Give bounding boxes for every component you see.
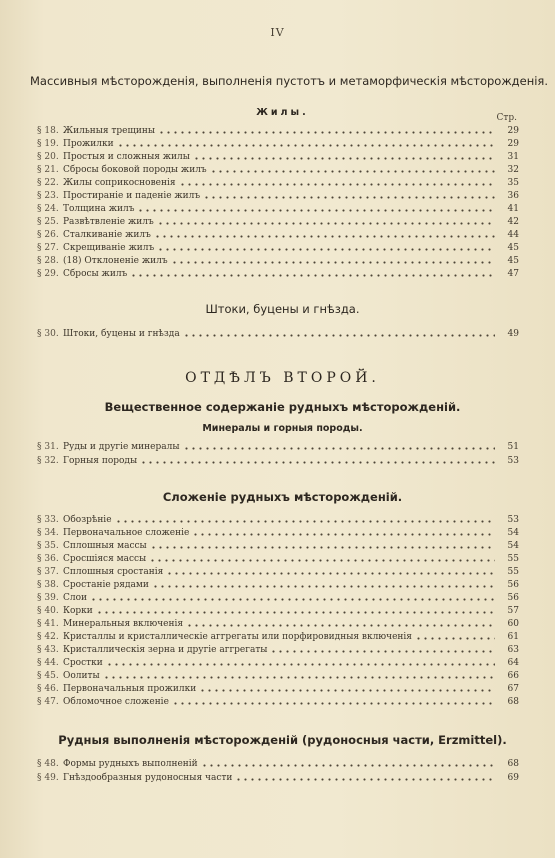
dot-leader [415, 637, 495, 640]
entry-title: Жильныя трещины [63, 126, 156, 136]
section-heading-structure: Сложеніе рудныхъ мѣсторожденій. [162, 490, 403, 504]
dot-leader [106, 663, 495, 666]
entry-title: (18) Отклоненіе жилъ [63, 256, 168, 266]
dot-leader [193, 157, 495, 160]
entry-title: Жилы соприкосновенія [63, 178, 176, 188]
toc-entry [37, 203, 519, 215]
entry-page-number: 44 [507, 230, 519, 240]
entry-title: Кристаллическія зерна и другіе аггрегаты [63, 645, 268, 655]
entry-title: Руды и другіе минералы [63, 442, 180, 452]
entry-title: Развѣтвленіе жилъ [63, 217, 154, 227]
toc-entry [37, 242, 519, 254]
entry-page-number: 61 [507, 632, 519, 642]
entry-title: Первоначальное сложеніе [63, 528, 190, 538]
section-number: § 45. [37, 671, 59, 681]
entry-title: Сросшіяся массы [63, 554, 147, 564]
entry-page-number: 53 [507, 455, 519, 466]
toc-entry [37, 164, 519, 176]
section-number: § 42. [37, 632, 59, 642]
section-number: § 29. [37, 269, 59, 279]
dot-leader [183, 447, 496, 450]
entry-title: Корки [63, 606, 93, 616]
dot-leader [157, 222, 495, 225]
section-number: § 26. [37, 230, 59, 240]
entry-title: Гнѣздообразныя рудоносныя части [63, 772, 233, 783]
toc-entry [37, 527, 519, 539]
section-number: § 46. [37, 684, 59, 694]
entry-page-number: 63 [507, 645, 519, 655]
toc-entry [37, 772, 519, 784]
entry-title: Простыя и сложныя жилы [63, 152, 190, 162]
section-number: § 32. [37, 455, 59, 466]
entry-title: Сбросы жилъ [63, 269, 128, 279]
toc-entry [37, 441, 519, 453]
toc-entry [37, 605, 519, 617]
section-number: § 22. [37, 178, 59, 188]
section-number: § 35. [37, 541, 59, 551]
entry-page-number: 68 [507, 759, 519, 769]
toc-entry [37, 268, 519, 280]
section-heading-material: Вещественное содержаніе рудныхъ мѣсторожденій. [104, 400, 461, 414]
toc-entry [37, 125, 519, 137]
section-number: § 23. [37, 191, 59, 201]
entry-title: Кристаллы и кристаллическіе аггрегаты или порфировидныя включенія [63, 632, 412, 642]
section-number: § 30. [37, 329, 59, 339]
dot-leader [171, 261, 495, 264]
toc-entry [37, 553, 519, 565]
dot-leader [115, 520, 495, 523]
entry-page-number: 29 [507, 139, 519, 149]
part-title: ОТДѢЛЪ ВТОРОЙ. [185, 370, 380, 386]
section-number: § 41. [37, 619, 59, 629]
entry-title: Скрещиваніе жилъ [63, 243, 155, 253]
toc-entry [37, 151, 519, 163]
entry-page-number: 56 [507, 593, 519, 603]
section-number: § 40. [37, 606, 59, 616]
entry-title: Сростки [63, 658, 103, 668]
entry-page-number: 35 [507, 178, 519, 188]
toc-entry [37, 758, 519, 770]
entry-title: Толщина жилъ [63, 204, 135, 214]
section-number: § 38. [37, 580, 59, 590]
toc-entry [37, 618, 519, 630]
section-number: § 18. [37, 126, 59, 136]
section-number: § 34. [37, 528, 59, 538]
toc-entry [37, 138, 519, 150]
entry-page-number: 67 [507, 684, 519, 694]
toc-entry [37, 190, 519, 202]
section-heading-stocks: Штоки, буцены и гнѣзда. [205, 302, 360, 316]
section-number: § 36. [37, 554, 59, 564]
section-number: § 28. [37, 256, 59, 266]
dot-leader [152, 585, 495, 588]
section-number: § 33. [37, 515, 59, 525]
entry-page-number: 55 [507, 567, 519, 577]
entry-title: Сбросы боковой породы жилъ [63, 165, 207, 175]
dot-leader [179, 183, 495, 186]
entry-page-number: 31 [507, 152, 519, 162]
entry-title: Обозрѣніе [63, 515, 112, 525]
dot-leader [96, 611, 495, 614]
entry-page-number: 41 [507, 204, 519, 214]
toc-entry [37, 644, 519, 656]
entry-page-number: 49 [507, 329, 519, 339]
entry-title: Обломочное сложеніе [63, 697, 169, 707]
entry-title: Прожилки [63, 139, 114, 149]
entry-page-number: 60 [507, 619, 519, 629]
entry-page-number: 68 [507, 697, 519, 707]
entry-title: Сталкиваніе жилъ [63, 230, 151, 240]
dot-leader [270, 650, 495, 653]
entry-title: Сплошныя сростанія [63, 567, 164, 577]
dot-leader [90, 598, 495, 601]
dot-leader [137, 209, 495, 212]
section-number: § 21. [37, 165, 59, 175]
entry-title: Формы рудныхъ выполненій [63, 759, 198, 769]
entry-title: Первоначальныя прожилки [63, 684, 197, 694]
section-number: § 24. [37, 204, 59, 214]
toc-entry [37, 328, 519, 340]
entry-title: Штоки, буцены и гнѣзда [63, 329, 180, 339]
entry-title: Горныя породы [63, 455, 138, 466]
toc-entry [37, 566, 519, 578]
entry-page-number: 47 [507, 269, 519, 279]
section-heading-massive-deposits: Массивныя мѣсторожденія, выполненія пустотъ и метаморфическія мѣсторожденія. [30, 74, 548, 88]
entry-page-number: 54 [507, 541, 519, 551]
dot-leader [130, 274, 495, 277]
entry-page-number: 54 [507, 528, 519, 538]
dot-leader [166, 572, 495, 575]
entry-title: Оолиты [63, 671, 100, 681]
dot-leader [157, 248, 495, 251]
entry-page-number: 42 [507, 217, 519, 227]
section-number: § 44. [37, 658, 59, 668]
entry-page-number: 51 [507, 442, 519, 452]
section-number: § 49. [37, 772, 59, 783]
dot-leader [172, 702, 495, 705]
toc-entry [37, 631, 519, 643]
toc-entry [37, 255, 519, 267]
entry-page-number: 69 [507, 772, 519, 783]
dot-leader [140, 461, 495, 464]
entry-title: Слои [63, 593, 88, 603]
subheading-minerals: Минералы и горныя породы. [202, 423, 363, 434]
toc-entry [37, 670, 519, 682]
toc-entry [37, 177, 519, 189]
section-number: § 48. [37, 759, 59, 769]
subheading-veins: Жилы. [256, 107, 309, 118]
toc-entry [37, 540, 519, 552]
section-number: § 19. [37, 139, 59, 149]
section-number: § 37. [37, 567, 59, 577]
toc-entry [37, 696, 519, 708]
dot-leader [201, 764, 495, 767]
entry-page-number: 55 [507, 554, 519, 564]
dot-leader [210, 170, 495, 173]
dot-leader [103, 676, 495, 679]
section-number: § 20. [37, 152, 59, 162]
page-column-label: Стр. [496, 113, 517, 123]
entry-page-number: 64 [507, 658, 519, 668]
toc-entry [37, 657, 519, 669]
toc-entry [37, 216, 519, 228]
section-heading-ore: Рудныя выполненія мѣсторожденій (рудоносныя части, Erzmittel). [58, 733, 507, 747]
dot-leader [158, 131, 495, 134]
dot-leader [203, 196, 495, 199]
section-number: § 31. [37, 442, 59, 452]
dot-leader [192, 533, 495, 536]
entry-page-number: 66 [507, 671, 519, 681]
dot-leader [183, 334, 495, 337]
dot-leader [117, 144, 495, 147]
entry-title: Минеральныя включенія [63, 619, 184, 629]
dot-leader [154, 235, 495, 238]
entry-title: Простираніе и паденіе жилъ [63, 191, 201, 201]
section-number: § 47. [37, 697, 59, 707]
dot-leader [235, 778, 495, 781]
toc-entry [37, 229, 519, 241]
page-number: IV [270, 26, 285, 39]
toc-entry [37, 592, 519, 604]
dot-leader [186, 624, 495, 627]
entry-page-number: 57 [507, 606, 519, 616]
toc-entry [37, 683, 519, 695]
entry-page-number: 45 [507, 243, 519, 253]
section-number: § 43. [37, 645, 59, 655]
entry-title: Сплошныя массы [63, 541, 147, 551]
section-number: § 27. [37, 243, 59, 253]
entry-page-number: 45 [507, 256, 519, 266]
section-number: § 25. [37, 217, 59, 227]
toc-entry [37, 579, 519, 591]
dot-leader [149, 559, 495, 562]
dot-leader [150, 546, 495, 549]
entry-page-number: 36 [507, 191, 519, 201]
entry-page-number: 32 [507, 165, 519, 175]
entry-page-number: 29 [507, 126, 519, 136]
entry-title: Сростаніе рядами [63, 580, 149, 590]
dot-leader [199, 689, 495, 692]
entry-page-number: 53 [507, 515, 519, 525]
section-number: § 39. [37, 593, 59, 603]
toc-entry [37, 514, 519, 526]
toc-entry [37, 455, 519, 467]
entry-page-number: 56 [507, 580, 519, 590]
